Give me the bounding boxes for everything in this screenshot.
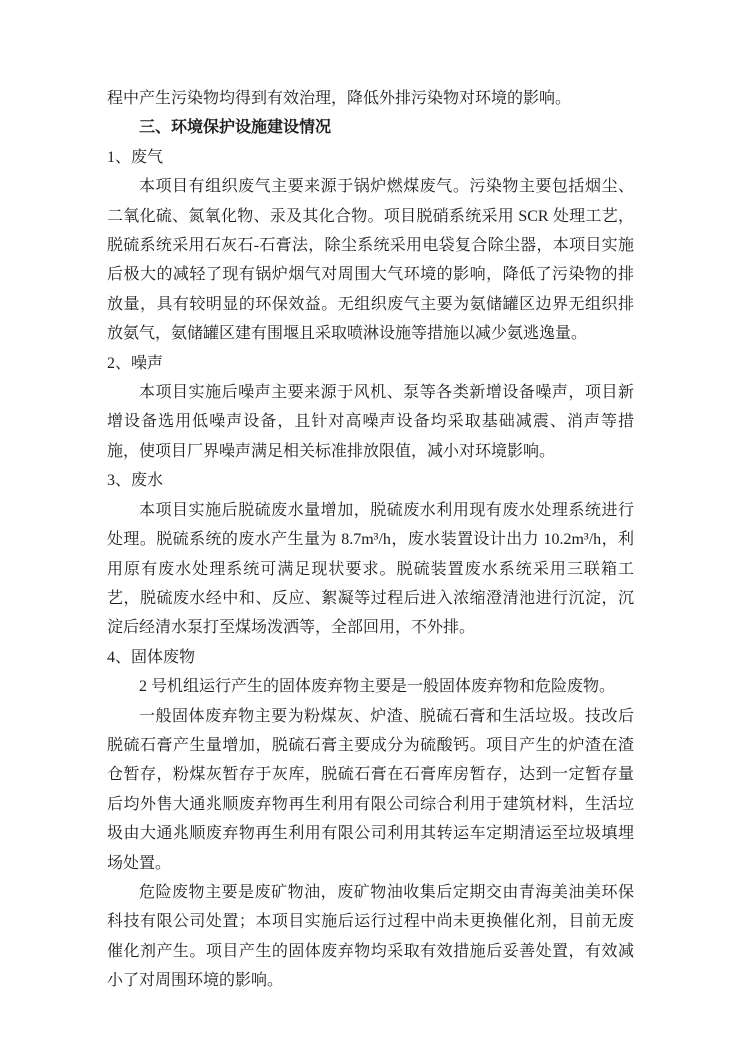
paragraph-continuation: 程中产生污染物均得到有效治理，降低外排污染物对环境的影响。 [107, 90, 572, 107]
paragraph-waste-gas: 本项目有组织废气主要来源于锅炉燃煤废气。污染物主要包括烟尘、二氧化硫、氮氧化物、汞及其化合物。项目脱硝系统采用 SCR 处理工艺，脱硫系统采用石灰石-石膏法，除尘系统采用电袋复合除尘器，本项目实施后极大的减轻了现有锅炉烟气对周围大气环境的影响，降低了污染物的排放量，具有较明显的环保效益。无组织废气主要为氨储罐区边界无组织排放氨气，氨储罐区建有围堰且采取喷淋设施等措施以减少氨逃逸量。 [107, 178, 634, 343]
subsection-heading-noise: 2、噪声 [107, 354, 164, 372]
paragraph-noise: 本项目实施后噪声主要来源于风机、泵等各类新增设备噪声，项目新增设备选用低噪声设备，且针对高噪声设备均采取基础减震、消声等措施，使项目厂界噪声满足相关标准排放限值，减小对环境影响。 [107, 384, 634, 460]
section-heading-environmental-protection-facilities: 三、环境保护设施建设情况 [139, 119, 332, 137]
subsection-heading-solid-waste: 4、固体废物 [107, 648, 196, 666]
subsection-heading-waste-gas: 1、废气 [107, 148, 164, 166]
paragraph-hazardous-waste: 危险废物主要是废矿物油，废矿物油收集后定期交由青海美油美环保科技有限公司处置；本项目实施后运行过程中尚未更换催化剂，目前无废催化剂产生。项目产生的固体废弃物均采取有效措施后妥善处置，有效减小了对周围环境的影响。 [107, 883, 634, 990]
document-body [107, 84, 634, 996]
subsection-heading-wastewater: 3、废水 [107, 472, 164, 490]
paragraph-wastewater: 本项目实施后脱硫废水量增加，脱硫废水利用现有废水处理系统进行处理。脱硫系统的废水产生量为 8.7m³/h，废水装置设计出力 10.2m³/h，利用原有废水处理系统可满足现状要求。脱硫装置废水系统采用三联箱工艺，脱硫废水经中和、反应、絮凝等过程后进入浓缩澄清池进行沉淀，沉淀后经清水泵打至煤场泼洒等，全部回用，不外排。 [107, 501, 634, 637]
paragraph-general-solid-waste: 一般固体废弃物主要为粉煤灰、炉渣、脱硫石膏和生活垃圾。技改后脱硫石膏产生量增加，脱硫石膏主要成分为硫酸钙。项目产生的炉渣在渣仓暂存，粉煤灰暂存于灰库，脱硫石膏在石膏库房暂存，达到一定暂存量后均外售大通兆顺废弃物再生利用有限公司综合利用于建筑材料，生活垃圾由大通兆顺废弃物再生利用有限公司利用其转运车定期清运至垃圾填埋场处置。 [107, 707, 634, 872]
paragraph-solid-waste-overview: 2 号机组运行产生的固体废弃物主要是一般固体废弃物和危险废物。 [139, 678, 616, 696]
